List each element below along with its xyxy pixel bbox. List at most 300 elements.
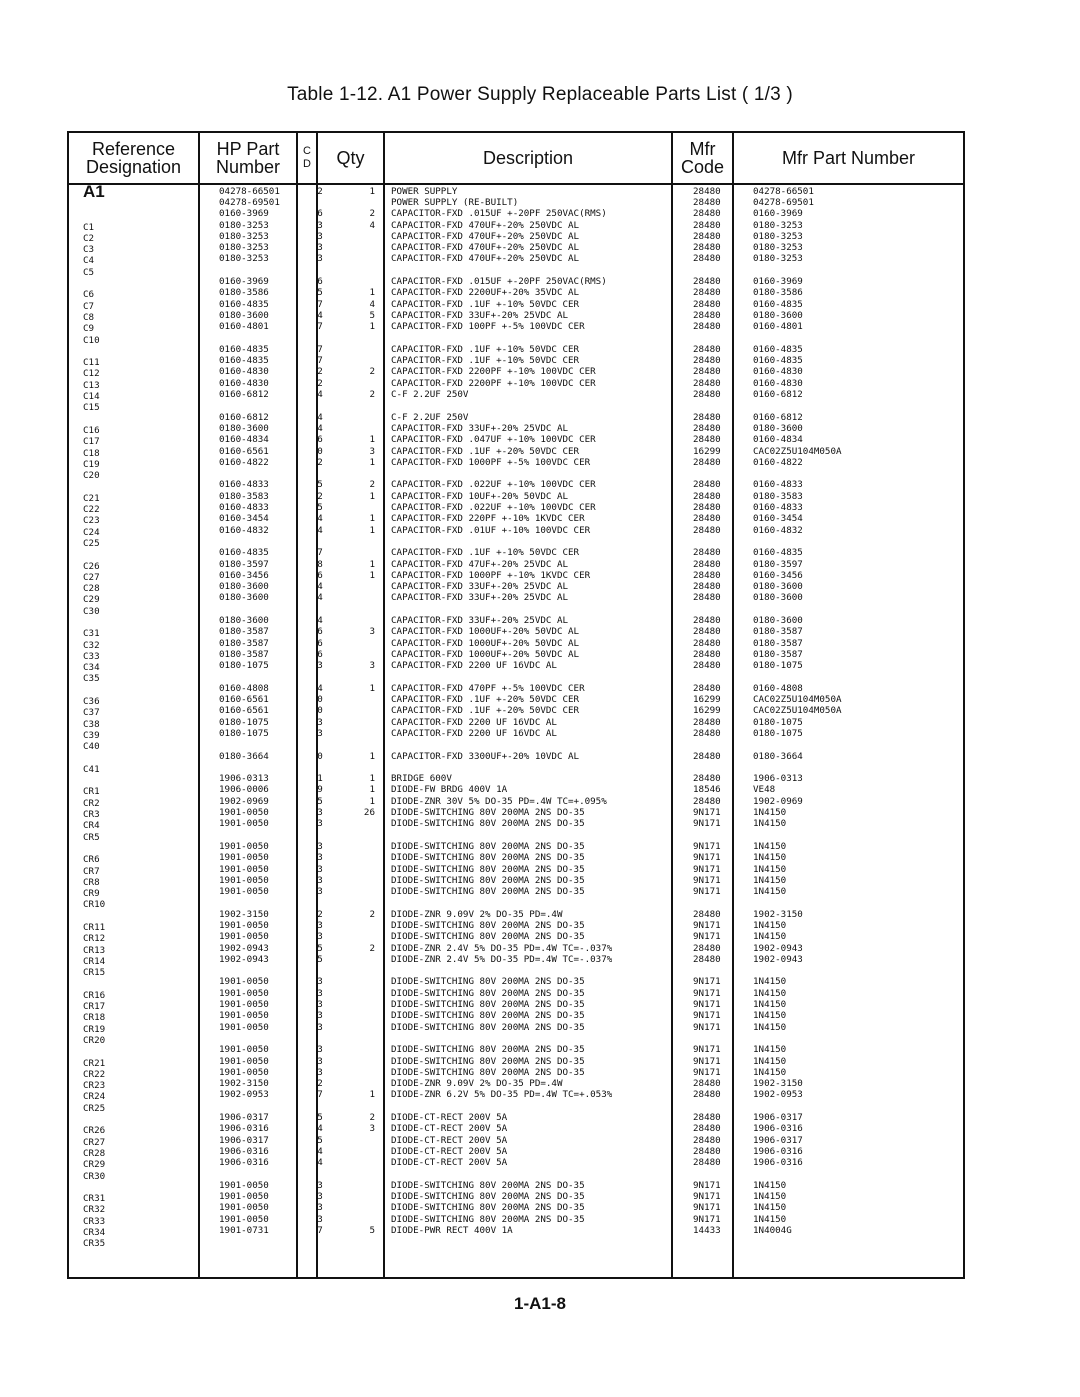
cd-cell: 3 (317, 1044, 323, 1056)
row-group (753, 976, 842, 1032)
ref-designation-cell: CR18 (83, 1012, 106, 1024)
mfr-part-number-cell: 0160-4835 (753, 355, 803, 367)
row-group (753, 412, 842, 468)
row-group (753, 547, 842, 603)
row-group (753, 186, 842, 265)
description-cell: DIODE-SWITCHING 80V 200MA 2NS DO-35 (391, 1213, 585, 1225)
mfr-code-cell: 28480 (693, 242, 721, 254)
qty-cell (355, 649, 375, 660)
ref-designation-cell: CR16 (83, 989, 106, 1001)
row-group (693, 1112, 721, 1168)
description-cell: CAPACITOR-FXD 33UF+-20% 25VDC AL (391, 592, 569, 604)
cd-cell: 6 (317, 637, 323, 649)
mfr-part-number-cell: 1N4150 (753, 976, 787, 988)
row-group (355, 615, 375, 671)
row-group (355, 751, 375, 762)
qty-cell (355, 1067, 375, 1078)
mfr-code-cell: 28480 (693, 185, 721, 197)
row-group (83, 561, 105, 617)
mfr-part-number-cell: 1N4150 (753, 1066, 787, 1078)
row-group (355, 841, 375, 897)
qty-cell (355, 378, 375, 389)
cd-cell: 3 (317, 716, 323, 728)
description-cell: DIODE-SWITCHING 80V 200MA 2NS DO-35 (391, 874, 585, 886)
hp-part-number-cell: 0180-3600 (219, 614, 269, 626)
description-cell: CAPACITOR-FXD 1000PF +-5% 100VDC CER (391, 456, 591, 468)
mfr-part-number-cell: 1N4150 (753, 999, 787, 1011)
mfr-code-cell: 28480 (693, 569, 721, 581)
mfr-code-cell: 28480 (693, 287, 721, 299)
row-group (391, 773, 612, 829)
ref-designation-cell: C12 (83, 368, 100, 380)
mfr-part-number-cell: VE48 (753, 784, 776, 796)
hp-part-number-cell: 0160-4822 (219, 456, 269, 468)
description-cell: CAPACITOR-FXD 220PF +-10% 1KVDC CER (391, 513, 585, 525)
ref-designation-cell: CR8 (83, 876, 100, 888)
qty-cell (355, 638, 375, 649)
mfr-code-cell: 28480 (693, 309, 721, 321)
mfr-part-number-cell: 1N4150 (753, 1179, 787, 1191)
mfr-part-number-cell: 1N4150 (753, 1044, 787, 1056)
row-group (355, 479, 375, 535)
row-group (219, 1180, 280, 1236)
cd-cell: 0 (317, 705, 323, 717)
mfr-part-number-cell: 0160-4835 (753, 343, 803, 355)
description-cell: DIODE-SWITCHING 80V 200MA 2NS DO-35 (391, 920, 585, 931)
cd-cell: 3 (317, 987, 323, 999)
row-group (355, 412, 375, 468)
hp-part-number-cell: 1906-0316 (219, 1123, 269, 1135)
row-group (693, 276, 721, 332)
cd-cell: 3 (317, 840, 323, 852)
mfr-code-cell: 28480 (693, 942, 721, 954)
cd-cell: 4 (317, 309, 323, 321)
ref-designation-cell: CR1 (83, 786, 100, 798)
ref-designation-cell: CR3 (83, 809, 100, 821)
cd-cell: 7 (317, 298, 323, 310)
mfr-code-cell: 16299 (693, 445, 721, 457)
row-group (310, 683, 330, 739)
mfr-part-number-cell: 0160-4830 (753, 366, 803, 378)
description-cell: CAPACITOR-FXD .1UF +-20% 50VDC CER (391, 445, 580, 457)
mfr-code-cell: 18546 (693, 784, 721, 796)
description-cell: CAPACITOR-FXD 3300UF+-20% 10VDC AL (391, 750, 580, 762)
qty-cell (355, 1044, 375, 1055)
mfr-part-number-cell: 0180-3600 (753, 309, 803, 321)
ref-designation-cell: C17 (83, 436, 100, 448)
mfr-code-cell: 9N171 (693, 852, 721, 864)
mfr-part-number-cell: 0180-3597 (753, 558, 803, 570)
qty-cell (355, 841, 375, 852)
ref-designation-cell: CR19 (83, 1023, 106, 1035)
hp-part-number-cell: 1902-3150 (219, 908, 269, 920)
description-cell: CAPACITOR-FXD 1000UF+-20% 50VDC AL (391, 626, 580, 638)
ref-designation-cell: CR31 (83, 1193, 106, 1205)
header-ref-line1: Reference (91, 139, 176, 159)
row-group (83, 1125, 105, 1181)
ref-designation-cell: C30 (83, 605, 100, 617)
qty-cell: 1 (369, 795, 375, 807)
mfr-code-cell: 9N171 (693, 1179, 721, 1191)
cd-cell: 3 (317, 886, 323, 898)
row-group (391, 276, 612, 332)
hp-part-number-cell: 1902-0943 (219, 953, 269, 965)
header-mfr-line2: Code (680, 157, 725, 177)
mfr-code-cell: 28480 (693, 1145, 721, 1157)
row-group (310, 1044, 330, 1100)
cd-cell: 5 (317, 953, 323, 965)
ref-designation-cell: CR32 (83, 1204, 106, 1216)
hp-part-number-cell: 0160-4834 (219, 434, 269, 446)
qty-cell: 1 (369, 434, 375, 446)
mfr-part-number-cell: 1N4150 (753, 818, 787, 830)
mfr-code-cell: 28480 (693, 1123, 721, 1135)
mfr-code-cell: 28480 (693, 219, 721, 231)
row-group (310, 547, 330, 603)
ref-designation-cell: C9 (83, 323, 95, 335)
ref-designation-cell: C5 (83, 266, 95, 278)
mfr-part-number-cell: 0160-4801 (753, 321, 803, 333)
hp-part-number-cell: 0180-3586 (219, 287, 269, 299)
row-group (753, 479, 842, 535)
mfr-part-number-cell: 0160-4835 (753, 547, 803, 559)
row-spacer (391, 172, 612, 186)
cd-cell: 3 (317, 1010, 323, 1022)
cd-cell: 3 (317, 1055, 323, 1067)
ref-designation-cell: CR12 (83, 933, 106, 945)
row-group (219, 479, 280, 535)
hp-part-number-cell: 0160-4808 (219, 682, 269, 694)
hp-part-number-cell: 1901-0050 (219, 987, 269, 999)
cd-cell: 3 (317, 727, 323, 739)
cd-cell (310, 197, 330, 208)
ref-designation-cell: C10 (83, 334, 100, 346)
description-cell: DIODE-SWITCHING 80V 200MA 2NS DO-35 (391, 818, 585, 830)
mfr-code-cell: 28480 (693, 648, 721, 660)
cd-cell: 4 (317, 1157, 323, 1169)
description-cell: DIODE-SWITCHING 80V 200MA 2NS DO-35 (391, 1202, 585, 1214)
row-group (355, 773, 375, 829)
mfr-part-number-cell: 0160-6812 (753, 411, 803, 423)
row-group (753, 344, 842, 400)
qty-cell: 1 (369, 773, 375, 785)
description-cell: CAPACITOR-FXD 2200 UF 16VDC AL (391, 660, 557, 672)
hp-part-number-cell: 1901-0050 (219, 863, 269, 875)
ref-designation-cell: CR21 (83, 1057, 106, 1069)
qty-cell (355, 1022, 375, 1033)
cd-cell: 7 (317, 343, 323, 355)
cd-cell: 5 (317, 1112, 323, 1124)
cd-cell: 4 (317, 1123, 323, 1135)
mfr-part-number-cell: 0180-3600 (753, 592, 803, 604)
mfr-code-cell: 28480 (693, 547, 721, 559)
mfr-code-cell: 28480 (693, 434, 721, 446)
cd-cell: 5 (317, 795, 323, 807)
hp-part-number-cell: 1906-0316 (219, 1157, 269, 1169)
description-cell: DIODE-SWITCHING 80V 200MA 2NS DO-35 (391, 840, 585, 852)
qty-cell (355, 423, 375, 434)
mfr-code-cell: 9N171 (693, 1066, 721, 1078)
cd-cell: 3 (317, 818, 323, 830)
hp-part-number-cell: 1901-0050 (219, 886, 269, 898)
row-group (83, 922, 105, 978)
cd-cell: 3 (317, 999, 323, 1011)
hp-part-number-cell: 0160-4832 (219, 524, 269, 536)
ref-designation-cell: C33 (83, 650, 100, 662)
ref-designation-cell: C34 (83, 662, 100, 674)
hp-part-number-cell: 0160-6561 (219, 705, 269, 717)
hp-part-number-cell: 0160-3454 (219, 513, 269, 525)
qty-cell (355, 1191, 375, 1202)
cd-cell: 5 (317, 287, 323, 299)
cd-cell: 3 (317, 807, 323, 819)
mfr-part-number-cell: 0160-6812 (753, 389, 803, 401)
qty-cell (355, 976, 375, 987)
row-group (693, 186, 721, 265)
ref-designation-cell: CR10 (83, 899, 106, 911)
hp-part-number-cell: 1901-0050 (219, 852, 269, 864)
ref-designation-cell: C24 (83, 526, 100, 538)
cd-cell: 3 (317, 920, 323, 931)
ref-designation-cell: CR23 (83, 1080, 106, 1092)
qty-cell: 1 (369, 287, 375, 299)
hp-part-number-cell: 1906-0317 (219, 1112, 269, 1124)
cd-cell: 3 (317, 863, 323, 875)
mfr-code-cell: 28480 (693, 230, 721, 242)
cd-cell: 2 (317, 1078, 323, 1090)
ref-designation-cell: CR15 (83, 967, 106, 979)
hp-part-number-cell: 0160-6561 (219, 694, 269, 706)
mfr-code-cell: 9N171 (693, 874, 721, 886)
qty-cell: 1 (369, 524, 375, 536)
mfr-code-cell: 28480 (693, 1134, 721, 1146)
mfr-part-number-cell: 0180-3253 (753, 219, 803, 231)
mfr-part-number-cell: 1902-0953 (753, 1089, 803, 1101)
qty-cell: 2 (369, 366, 375, 378)
row-group (391, 186, 612, 265)
ref-designation-cell: C8 (83, 311, 95, 323)
header-mpn-label: Mfr Part Number (781, 148, 916, 168)
mfr-part-number-cell: 1N4150 (753, 1191, 787, 1203)
header-cd-line1: C (303, 145, 311, 157)
column-mfr-code (693, 183, 721, 1248)
row-group (83, 764, 105, 775)
cd-cell: 9 (317, 784, 323, 796)
cd-cell: 4 (317, 614, 323, 626)
row-group (219, 276, 280, 332)
hp-part-number-cell: 0160-4835 (219, 355, 269, 367)
ref-designation-cell: CR11 (83, 922, 106, 933)
qty-cell (355, 852, 375, 863)
qty-cell (355, 1214, 375, 1225)
qty-cell: 2 (369, 208, 375, 220)
description-cell: CAPACITOR-FXD 10UF+-20% 50VDC AL (391, 490, 569, 502)
ref-designation-cell: C21 (83, 492, 100, 504)
description-cell: CAPACITOR-FXD 2200PF +-10% 100VDC CER (391, 366, 596, 378)
ref-designation-cell: CR7 (83, 865, 100, 877)
ref-designation-cell: C14 (83, 391, 100, 403)
qty-cell (355, 615, 375, 626)
mfr-part-number-cell: 0180-3664 (753, 750, 803, 762)
mfr-part-number-cell: 1N4150 (753, 1202, 787, 1214)
hp-part-number-cell: 0180-3600 (219, 592, 269, 604)
row-group (753, 1112, 842, 1168)
description-cell: DIODE-SWITCHING 80V 200MA 2NS DO-35 (391, 931, 585, 943)
mfr-part-number-cell: 0180-1075 (753, 727, 803, 739)
row-group (219, 412, 280, 468)
hp-part-number-cell: 0160-4833 (219, 479, 269, 491)
qty-cell: 1 (369, 321, 375, 333)
header-hp-line1: HP Part (216, 139, 280, 159)
cd-cell: 2 (317, 456, 323, 468)
mfr-code-cell: 28480 (693, 355, 721, 367)
row-group (219, 683, 280, 739)
ref-designation-cell: C18 (83, 447, 100, 459)
hp-part-number-cell: 1901-0050 (219, 840, 269, 852)
ref-designation-cell: C37 (83, 707, 100, 719)
mfr-code-cell: 28480 (693, 298, 721, 310)
ref-designation-cell: C38 (83, 718, 100, 730)
row-group (753, 1044, 842, 1100)
ref-designation-cell: CR33 (83, 1215, 106, 1227)
row-group (310, 773, 330, 829)
mfr-code-cell: 28480 (693, 479, 721, 491)
description-cell: CAPACITOR-FXD 2200UF+-20% 35VDC AL (391, 287, 580, 299)
qty-cell: 1 (369, 682, 375, 694)
description-cell: CAPACITOR-FXD .015UF +-20PF 250VAC(RMS) (391, 276, 607, 288)
row-group (83, 854, 105, 910)
header-mfr-line1: Mfr (689, 139, 716, 159)
mfr-code-cell: 28480 (693, 592, 721, 604)
hp-part-number-cell: 1901-0050 (219, 999, 269, 1011)
description-cell: CAPACITOR-FXD .022UF +-10% 100VDC CER (391, 502, 596, 514)
description-cell: CAPACITOR-FXD 1000UF+-20% 50VDC AL (391, 648, 580, 660)
row-group (391, 412, 612, 468)
description-cell: CAPACITOR-FXD .1UF +-10% 50VDC CER (391, 547, 580, 559)
mfr-code-cell: 28480 (693, 422, 721, 434)
row-group (219, 976, 280, 1032)
cd-cell: 7 (317, 547, 323, 559)
hp-part-number-cell: 1901-0050 (219, 1202, 269, 1214)
cd-cell: 2 (317, 366, 323, 378)
description-cell: DIODE-SWITCHING 80V 200MA 2NS DO-35 (391, 976, 585, 988)
cd-cell: 3 (317, 1021, 323, 1033)
ref-designation-cell (83, 210, 105, 221)
hp-part-number-cell: 1902-0943 (219, 942, 269, 954)
mfr-part-number-cell: 0180-3587 (753, 648, 803, 660)
row-group (753, 909, 842, 965)
row-group (219, 1112, 280, 1168)
hp-part-number-cell: 1901-0050 (219, 807, 269, 819)
mfr-code-cell: 28480 (693, 321, 721, 333)
row-group (355, 1180, 375, 1236)
description-cell: CAPACITOR-FXD 470PF +-5% 100VDC CER (391, 682, 585, 694)
row-group (310, 1112, 330, 1168)
row-group (355, 1112, 375, 1168)
ref-designation-cell: CR25 (83, 1102, 106, 1114)
mfr-code-cell: 28480 (693, 637, 721, 649)
row-group (219, 344, 280, 400)
row-group (355, 186, 375, 265)
hp-part-number-cell: 0160-4830 (219, 377, 269, 389)
header-hp-line2: Number (215, 157, 281, 177)
qty-cell (355, 931, 375, 942)
description-cell: DIODE-ZNR 9.09V 2% DO-35 PD=.4W (391, 908, 563, 920)
cd-cell: 8 (317, 558, 323, 570)
qty-cell: 3 (369, 1123, 375, 1135)
cd-cell: 3 (317, 660, 323, 672)
mfr-part-number-cell: CAC02Z5U104M050A (753, 445, 842, 457)
mfr-code-cell: 28480 (693, 197, 721, 208)
description-cell: DIODE-ZNR 30V 5% DO-35 PD=.4W TC=+.095% (391, 795, 607, 807)
row-group (219, 615, 280, 671)
description-cell: CAPACITOR-FXD .022UF +-10% 100VDC CER (391, 479, 596, 491)
row-group (391, 909, 612, 965)
qty-cell: 4 (369, 298, 375, 310)
mfr-part-number-cell: 0180-3253 (753, 230, 803, 242)
cd-cell: 0 (317, 694, 323, 706)
mfr-part-number-cell: 1902-3150 (753, 908, 803, 920)
cd-cell: 4 (317, 524, 323, 536)
mfr-code-cell: 16299 (693, 694, 721, 706)
qty-cell: 1 (369, 1089, 375, 1101)
cd-cell: 3 (317, 874, 323, 886)
mfr-part-number-cell: 1N4150 (753, 1213, 787, 1225)
ref-designation-cell: C15 (83, 402, 100, 414)
mfr-code-cell: 9N171 (693, 976, 721, 988)
qty-cell (355, 705, 375, 716)
qty-cell (355, 1135, 375, 1146)
qty-cell: 1 (369, 750, 375, 762)
row-group (219, 547, 280, 603)
description-cell: CAPACITOR-FXD 33UF+-20% 25VDC AL (391, 581, 569, 593)
hp-part-number-cell: 1901-0050 (219, 1213, 269, 1225)
qty-cell (355, 1146, 375, 1157)
row-group (693, 1044, 721, 1100)
row-group (83, 199, 105, 278)
row-group (693, 841, 721, 897)
row-group (355, 976, 375, 1032)
hp-part-number-cell: 0160-4833 (219, 502, 269, 514)
qty-cell: 1 (369, 569, 375, 581)
ref-designation-cell: C41 (83, 763, 100, 775)
cd-cell: 5 (317, 1134, 323, 1146)
hp-part-number-cell: 1901-0050 (219, 1191, 269, 1203)
hp-part-number-cell: 1906-0006 (219, 784, 269, 796)
table-title: Table 1-12. A1 Power Supply Replaceable Parts List ( 1/3 ) (287, 84, 793, 105)
mfr-code-cell: 28480 (693, 773, 721, 785)
qty-cell: 1 (369, 558, 375, 570)
hp-part-number-cell: 0180-3597 (219, 558, 269, 570)
cd-cell: 0 (317, 445, 323, 457)
cd-cell: 6 (317, 208, 323, 220)
row-group (753, 751, 842, 762)
description-cell: DIODE-ZNR 2.4V 5% DO-35 PD=.4W TC=-.037% (391, 953, 613, 965)
mfr-code-cell: 14433 (693, 1225, 721, 1237)
cd-cell: 6 (317, 626, 323, 638)
qty-cell (355, 999, 375, 1010)
mfr-code-cell: 28480 (693, 513, 721, 525)
hp-part-number-cell: 0160-3456 (219, 569, 269, 581)
mfr-code-cell: 9N171 (693, 807, 721, 819)
hp-part-number-cell: 1901-0050 (219, 920, 269, 931)
ref-designation-cell: C16 (83, 424, 100, 436)
mfr-part-number-cell: 1N4150 (753, 1010, 787, 1022)
mfr-code-cell: 28480 (693, 208, 721, 220)
ref-designation-cell: CR26 (83, 1125, 106, 1137)
hp-part-number-cell: 1901-0050 (219, 1055, 269, 1067)
mfr-code-cell: 28480 (693, 1078, 721, 1090)
